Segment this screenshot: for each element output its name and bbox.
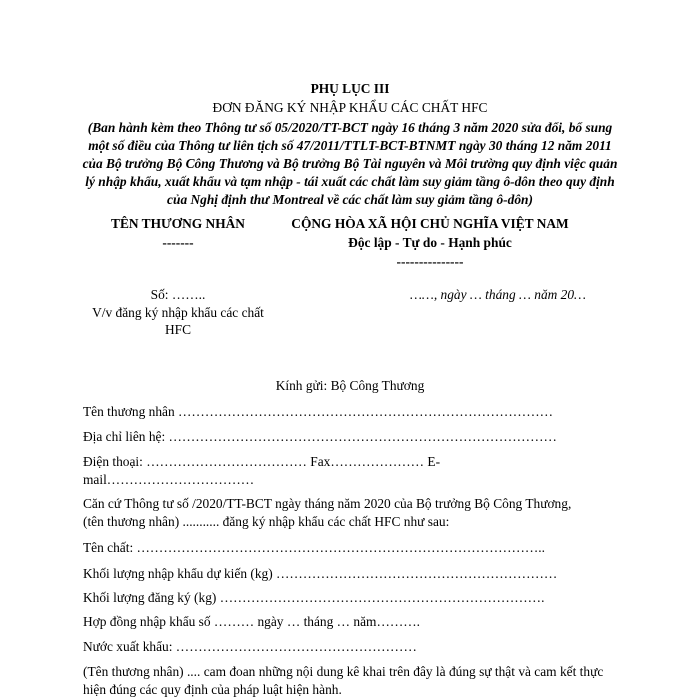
right-dash: --------------- bbox=[396, 254, 464, 269]
subject-line: HFC bbox=[164, 322, 192, 337]
commitment-line: hiện đúng các quy định của pháp luật hiện hành. bbox=[83, 682, 342, 697]
registered-volume-field: Khối lượng đăng ký (kg) ………………………………………………………………. bbox=[83, 590, 545, 605]
salutation: Kính gửi: Bộ Công Thương bbox=[275, 378, 425, 393]
phone-fax-field: Điện thoại: ……………………………… Fax………………… E- bbox=[83, 454, 441, 469]
issued-note-line: lý nhập khẩu, xuất khẩu và tạm nhập - tái xuất các chất làm suy giảm tầng ô-dôn theo quy định bbox=[85, 174, 615, 189]
basis-line: Căn cứ Thông tư số /2020/TT-BCT ngày tháng năm 2020 của Bộ trưởng Bộ Công Thương, bbox=[83, 496, 572, 511]
subject-line: V/v đăng ký nhập khẩu các chất bbox=[92, 305, 264, 320]
issued-note-line: của Bộ trưởng Bộ Công Thương và Bộ trưởng Bộ Tài nguyên và Môi trường quy định việc quản bbox=[82, 156, 618, 171]
document-number: Số: …….. bbox=[150, 287, 206, 302]
issued-note-line: một số điều của Thông tư liên tịch số 47/2011/TTLT-BCT-BTNMT ngày 30 tháng 12 năm 2011 bbox=[88, 138, 612, 153]
appendix-title: PHỤ LỤC III bbox=[310, 81, 390, 96]
planned-volume-field: Khối lượng nhập khẩu dự kiến (kg) ……………………………………………………… bbox=[83, 566, 558, 581]
substance-field: Tên chất: ……………………………………………………………………………….. bbox=[83, 540, 545, 555]
address-field: Địa chỉ liên hệ: …………………………………………………………………………… bbox=[83, 429, 557, 444]
country-name: CỘNG HÒA XÃ HỘI CHỦ NGHĨA VIỆT NAM bbox=[291, 216, 569, 231]
contract-field: Hợp đồng nhập khẩu số ……… ngày … tháng … năm………. bbox=[83, 614, 420, 629]
trader-name-field: Tên thương nhân ………………………………………………………………………… bbox=[83, 404, 553, 419]
left-dash: ------- bbox=[162, 235, 194, 250]
export-country-field: Nước xuất khẩu: ……………………………………………… bbox=[83, 639, 417, 654]
basis-line: (tên thương nhân) ........... đăng ký nhập khẩu các chất HFC như sau: bbox=[83, 514, 450, 529]
form-title: ĐƠN ĐĂNG KÝ NHẬP KHẨU CÁC CHẤT HFC bbox=[212, 100, 488, 115]
national-motto: Độc lập - Tự do - Hạnh phúc bbox=[348, 235, 512, 250]
date-line: ……, ngày … tháng … năm 20… bbox=[410, 287, 586, 302]
issued-note-line: của Nghị định thư Montreal về các chất làm suy giảm tầng ô-dôn) bbox=[167, 192, 533, 207]
commitment-line: (Tên thương nhân) .... cam đoan những nội dung kê khai trên đây là đúng sự thật và cam kết thực bbox=[83, 664, 604, 679]
issued-note-line: (Ban hành kèm theo Thông tư số 05/2020/TT-BCT ngày 16 tháng 3 năm 2020 sửa đổi, bổ sung bbox=[87, 120, 613, 135]
trader-name-heading: TÊN THƯƠNG NHÂN bbox=[111, 216, 245, 231]
email-field: mail…………………………… bbox=[83, 472, 255, 487]
